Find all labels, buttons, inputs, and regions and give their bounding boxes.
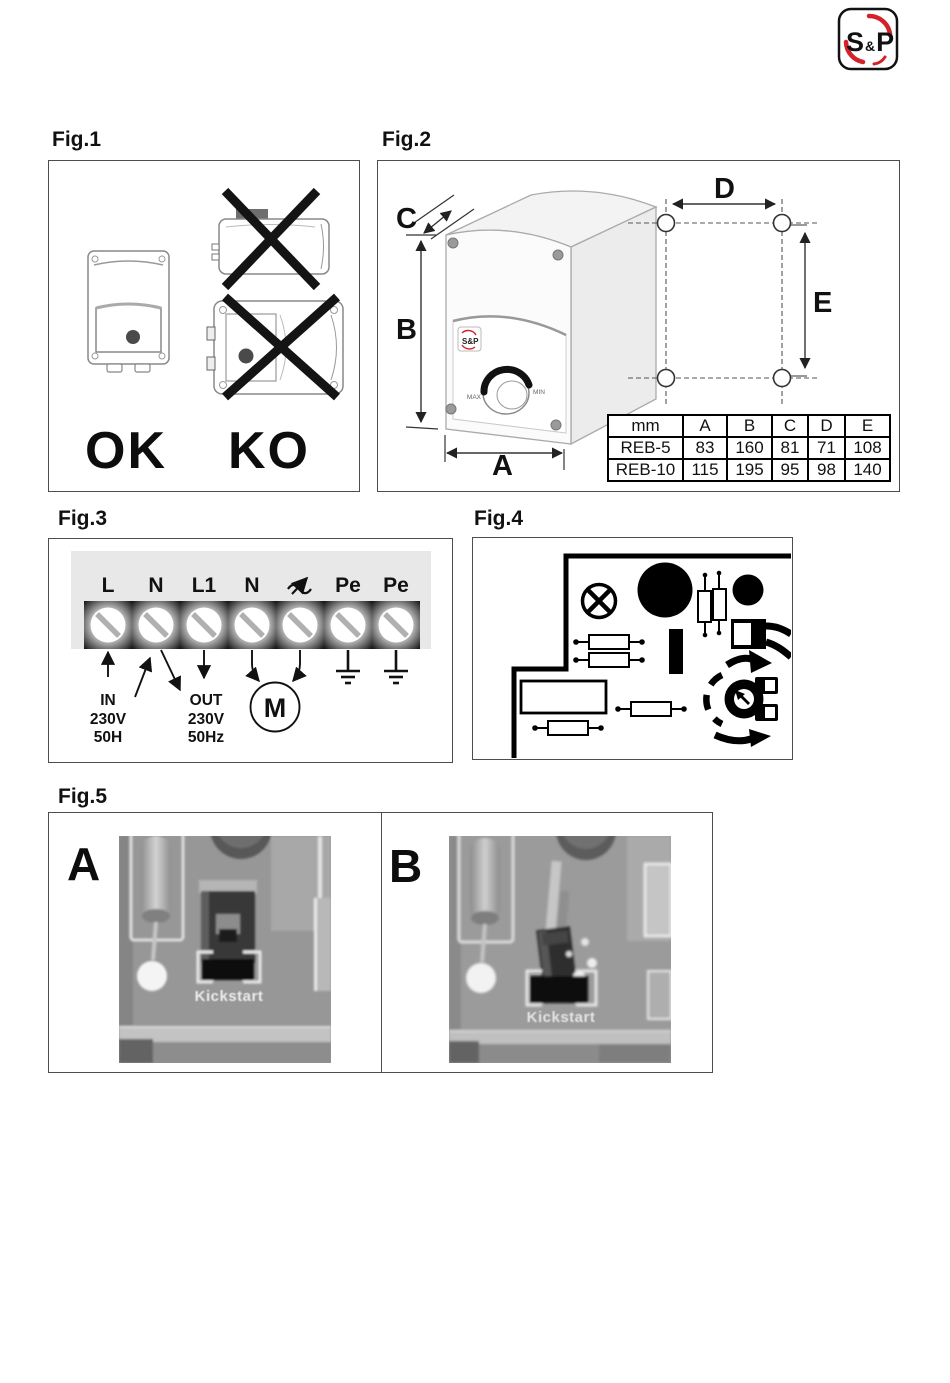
ok-text: OK	[85, 422, 167, 480]
fig4-panel	[472, 537, 793, 760]
pcb-pad-area	[645, 864, 671, 936]
kickstart-silkscreen-label: Kickstart	[194, 988, 264, 1005]
fig1-label: Fig.1	[52, 128, 102, 151]
controller-3d-drawing	[446, 191, 656, 444]
table-row: REB-5 83 160 81 71 108	[608, 437, 890, 459]
unit-header-cell: mm	[608, 415, 683, 437]
photo-a-letter: A	[67, 838, 101, 890]
fig1-panel	[48, 160, 360, 492]
ko-text: KO	[228, 422, 310, 480]
terminal-screw	[324, 601, 372, 649]
resistor-body	[141, 836, 171, 920]
drill-hole	[774, 215, 791, 232]
kickstart-silkscreen-label: Kickstart	[526, 1009, 596, 1026]
logo-text: S&P	[846, 27, 895, 57]
resistor-body	[470, 838, 500, 922]
motor-label: M	[263, 693, 287, 723]
drill-hole	[774, 370, 791, 387]
fig3-label: Fig.3	[58, 507, 108, 530]
model-cell: REB-10	[608, 459, 683, 481]
svg-text:230V: 230V	[89, 711, 127, 728]
fig4-pcb-drawing	[473, 538, 791, 758]
dimensions-table	[607, 414, 891, 482]
terminal-label-pe1: Pe	[335, 574, 361, 597]
svg-text:50Hz: 50Hz	[187, 729, 225, 746]
solder-pad	[137, 961, 167, 991]
screw	[551, 420, 561, 430]
dim-b-label: B	[396, 314, 417, 346]
terminal-label-l: L	[101, 574, 115, 597]
svg-text:230V: 230V	[187, 711, 225, 728]
ground-symbol-icon	[384, 650, 408, 683]
terminal-screw	[84, 601, 132, 649]
table-header-row: mm A B C D E	[608, 415, 890, 437]
knob-max-label: MAX	[466, 394, 481, 401]
terminal-label-n1: N	[148, 574, 164, 597]
fig3-wiring-diagram	[49, 539, 451, 761]
terminal-label-l1: L1	[191, 574, 217, 597]
n-out-arrow	[161, 650, 180, 690]
motor-wire-left	[252, 650, 259, 681]
motor-wire-right	[293, 650, 300, 681]
fig4-label: Fig.4	[474, 507, 524, 530]
fig1-drawing	[49, 161, 358, 490]
component-bar	[669, 629, 683, 674]
ok-controller-drawing	[88, 251, 169, 372]
dim-a-label: A	[492, 450, 513, 482]
knob-min-label: MIN	[533, 389, 545, 396]
photo-b-letter: B	[389, 840, 423, 892]
brand-logo	[836, 6, 900, 74]
terminal-screw	[228, 601, 276, 649]
pin-header	[530, 976, 588, 1003]
potentiometer-drawing	[706, 650, 778, 747]
pin-header	[202, 959, 254, 980]
horizontal-resistor	[573, 653, 645, 667]
svg-text:OUT: OUT	[189, 692, 223, 709]
fig5-panel	[48, 812, 713, 1073]
svg-text:S&P: S&P	[462, 337, 479, 346]
terminal-blocks	[84, 601, 420, 649]
pcb-pad-area	[648, 971, 671, 1019]
vertical-resistor	[713, 571, 726, 636]
drill-hole	[658, 370, 675, 387]
drill-hole	[658, 215, 675, 232]
horizontal-resistor	[573, 635, 645, 649]
fig5-label: Fig.5	[58, 785, 108, 808]
screw	[446, 404, 456, 414]
vertical-resistor	[698, 573, 711, 638]
motor-symbol	[251, 683, 300, 732]
horizontal-resistor	[532, 721, 604, 735]
terminal-screw	[276, 601, 324, 649]
kickstart-photo-b	[449, 836, 671, 1063]
capacitor-small	[733, 575, 764, 606]
table-row: REB-10 115 195 95 98 140	[608, 459, 890, 481]
terminal-label-pe2: Pe	[383, 574, 409, 597]
kickstart-photo-a	[119, 836, 331, 1063]
triac-with-leads	[731, 619, 791, 657]
mini-brand-logo	[458, 327, 481, 351]
svg-text:50H: 50H	[93, 729, 123, 746]
ok-knob-dot	[126, 330, 140, 344]
horizontal-resistor	[615, 702, 687, 716]
dim-c-label: C	[396, 203, 417, 235]
fig3-panel	[48, 538, 453, 763]
terminal-label-n2: N	[244, 574, 260, 597]
screw	[448, 238, 458, 248]
ground-symbol-icon	[336, 650, 360, 683]
fig2-panel	[377, 160, 900, 492]
ko-knob-dot	[239, 349, 254, 364]
crossed-circle-icon	[583, 585, 616, 618]
terminal-screw	[132, 601, 180, 649]
terminal-screw	[180, 601, 228, 649]
terminal-screw	[372, 601, 420, 649]
out-caption	[188, 692, 225, 746]
dim-e-label: E	[813, 287, 833, 319]
svg-text:IN: IN	[100, 692, 116, 709]
pcb-trace	[318, 836, 322, 898]
n-in-arrow	[135, 658, 150, 697]
capacitor-large	[638, 563, 693, 618]
solder-pad	[466, 963, 496, 993]
fig5-divider	[381, 813, 382, 1072]
in-caption	[90, 692, 127, 746]
fig2-label: Fig.2	[382, 128, 432, 151]
screw	[553, 250, 563, 260]
relay-component	[521, 681, 606, 713]
model-cell: REB-5	[608, 437, 683, 459]
dim-d-label: D	[714, 173, 735, 205]
